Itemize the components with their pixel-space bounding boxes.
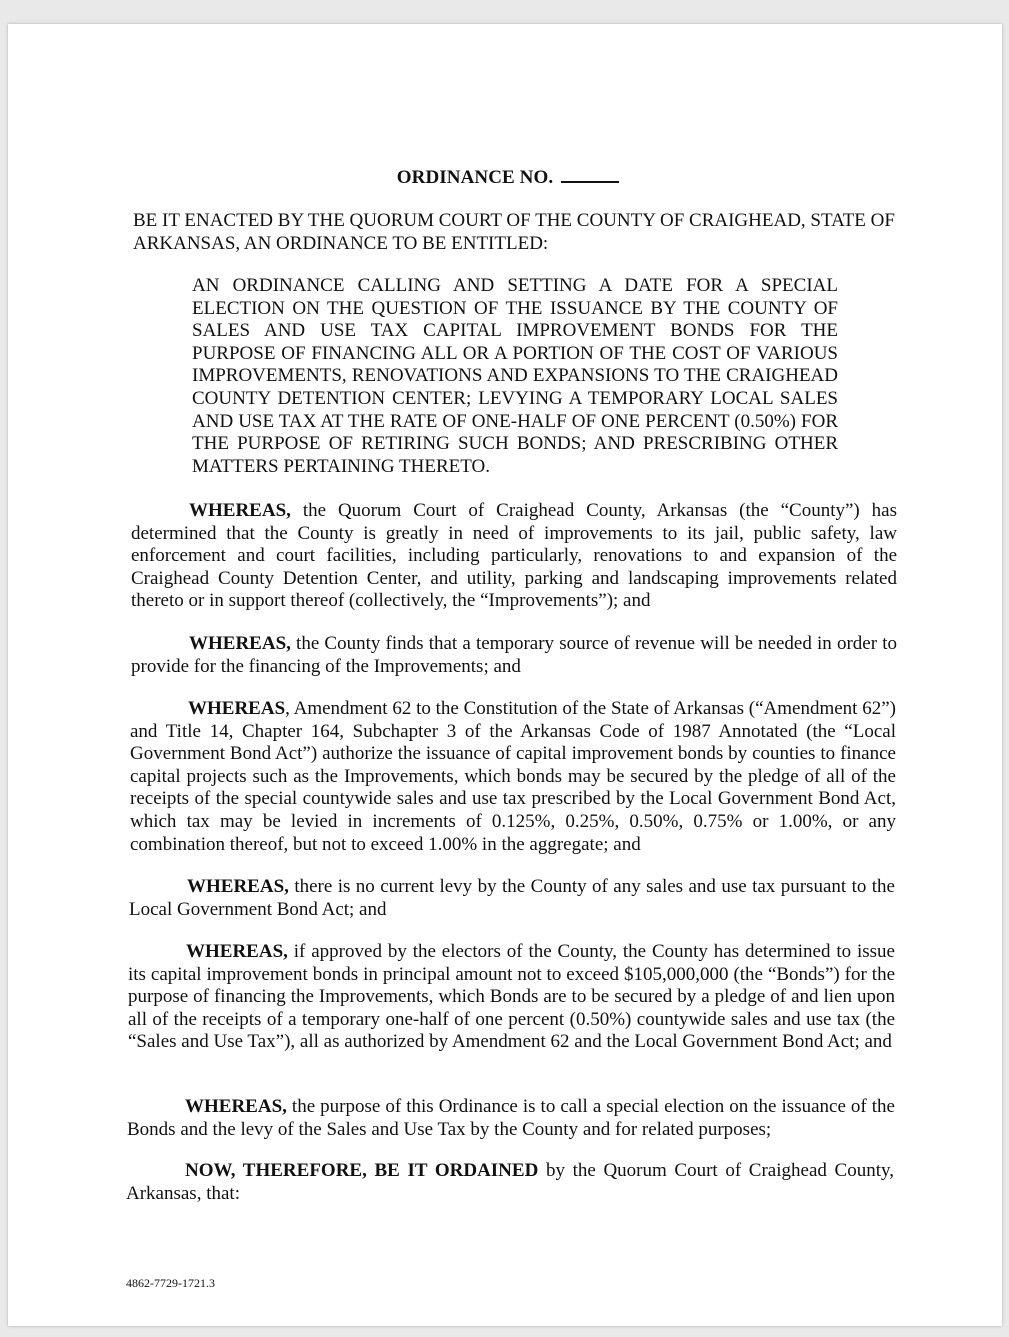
paragraph-text: there is no current levy by the County of any sales and use tax pursuant to the Local Government Bond Act; and: [129, 876, 895, 920]
paragraph-lead: WHEREAS,: [187, 876, 289, 897]
paragraph-text: the Quorum Court of Craighead County, Arkansas (the “County”) has determined that the County is greatly in need of improvements to its jail, public safety, law enforcement and court facilities, including particularly, renovations to and expansion of the Craighead County Detention Center, and utility, parking and landscaping improvements related thereto or in support thereof (collectively, the “Improvements”); and: [131, 500, 897, 612]
ordinance-title-text: ORDINANCE NO.: [396, 167, 554, 188]
ordinance-number-blank: [561, 166, 619, 183]
paragraph-text: the purpose of this Ordinance is to call a special election on the issuance of the Bonds and the levy of the Sales and Use Tax by the County and for related purposes;: [127, 1096, 895, 1140]
enactment-clause: BE IT ENACTED BY THE QUORUM COURT OF THE COUNTY OF CRAIGHEAD, STATE OF ARKANSAS, AN ORDINANCE TO BE ENTITLED:: [133, 210, 895, 254]
paragraph-lead: NOW, THEREFORE, BE IT ORDAINED: [185, 1160, 539, 1181]
ordinance-title: [8, 166, 1008, 189]
whereas-paragraph-5: [128, 941, 895, 1054]
paragraph-text: , Amendment 62 to the Constitution of the State of Arkansas (“Amendment 62”) and Title 14, Chapter 164, Subchapter 3 of the Arkansas Code of 1987 Annotated (the “Local Government Bond Act”) authorize the issuance of capital improvement bonds by counties to finance capital projects such as the Improvements, which bonds may be secured by the pledge of all of the receipts of the special countywide sales and use tax prescribed by the Local Government Bond Act, which tax may be levied in increments of 0.125%, 0.25%, 0.50%, 0.75% or 1.00%, or any combination thereof, but not to exceed 1.00% in the aggregate; and: [130, 698, 896, 855]
paragraph-lead: WHEREAS,: [189, 633, 291, 654]
whereas-paragraph-1: [131, 500, 897, 613]
ordaining-paragraph: [126, 1160, 894, 1205]
paragraph-text: if approved by the electors of the County, the County has determined to issue its capital improvement bonds in principal amount not to exceed $105,000,000 (the “Bonds”) for the purpose of financing the Improvements, which Bonds are to be secured by a pledge of and lien upon all of the receipts of a temporary one-half of one percent (0.50%) countywide sales and use tax (the “Sales and Use Tax”), all as authorized by Amendment 62 and the Local Government Bond Act; and: [128, 941, 895, 1053]
document-id-footer: 4862-7729-1721.3: [126, 1276, 215, 1290]
whereas-paragraph-2: [131, 633, 897, 678]
whereas-paragraph-6: [127, 1096, 895, 1141]
whereas-paragraph-4: [129, 876, 895, 921]
paragraph-lead: WHEREAS,: [186, 941, 288, 962]
paragraph-lead: WHEREAS,: [189, 500, 291, 521]
paragraph-text: by the Quorum Court of Craighead County, Arkansas, that:: [126, 1160, 894, 1204]
whereas-paragraph-3: [130, 698, 896, 856]
ordinance-caption: AN ORDINANCE CALLING AND SETTING A DATE FOR A SPECIAL ELECTION ON THE QUESTION OF THE ISSUANCE BY THE COUNTY OF SALES AND USE TAX CAPITAL IMPROVEMENT BONDS FOR THE PURPOSE OF FINANCING ALL OR A PORTION OF THE COST OF VARIOUS IMPROVEMENTS, RENOVATIONS AND EXPANSIONS TO THE CRAIGHEAD COUNTY DETENTION CENTER; LEVYING A TEMPORARY LOCAL SALES AND USE TAX AT THE RATE OF ONE-HALF OF ONE PERCENT (0.50%) FOR THE PURPOSE OF RETIRING SUCH BONDS; AND PRESCRIBING OTHER MATTERS PERTAINING THERETO.: [192, 275, 838, 477]
paragraph-lead: WHEREAS,: [185, 1096, 287, 1117]
paragraph-text: the County finds that a temporary source of revenue will be needed in order to provide for the financing of the Improvements; and: [131, 633, 897, 677]
document-page: [8, 24, 1002, 1326]
paragraph-lead: WHEREAS: [188, 698, 286, 719]
